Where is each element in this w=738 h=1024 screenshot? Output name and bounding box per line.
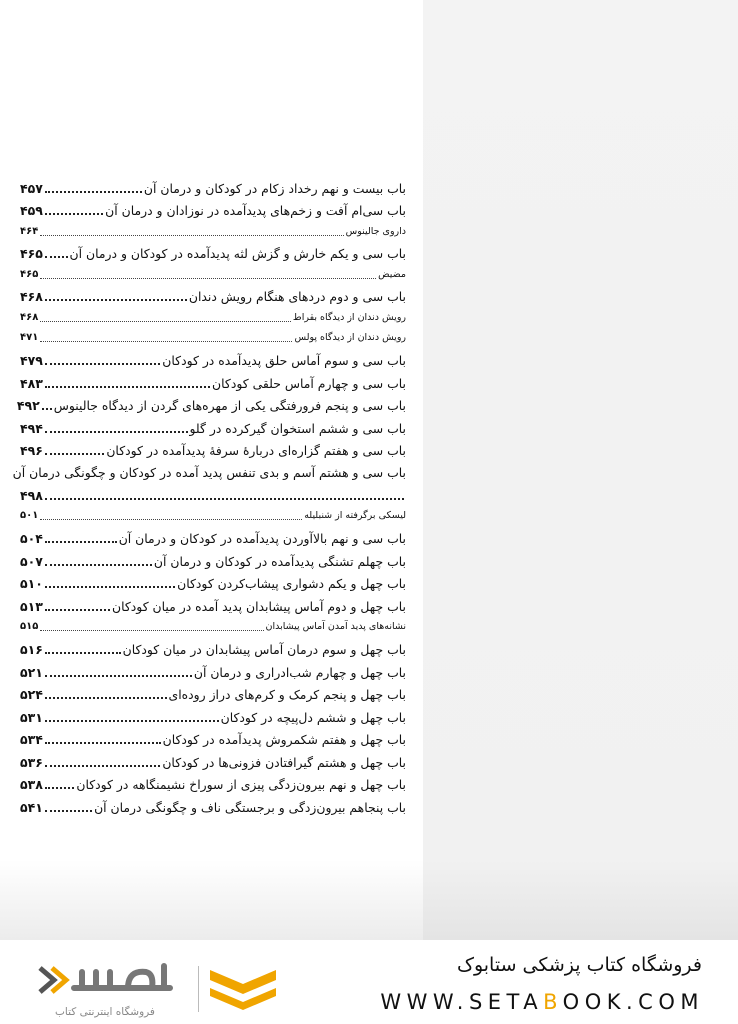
toc-entry-title: داروی جالینوس [345, 225, 406, 237]
toc-entry-title: باب چهل و یکم دشواری پیشاب‌کردن کودکان [177, 576, 406, 592]
toc-page-number: ۵۱۶ [20, 641, 43, 657]
leader-dots [45, 675, 192, 677]
toc-entry[interactable] [20, 173, 406, 196]
toc-entry-title: باب سی و نهم بالاآوردن پدیدآمده در کودکان و درمان آن [118, 531, 406, 547]
leader-dots [45, 697, 167, 699]
leader-dots [45, 431, 188, 433]
toc-entry-title: باب چهلم تشنگی پدیدآمده در کودکان و درمان آن [153, 553, 406, 569]
toc-page-number: ۴۶۸ [20, 289, 43, 305]
toc-entry-title: نشانه‌های پدید آمدن آماس پیشابدان [265, 621, 406, 633]
toc-page-number: ۴۶۵ [20, 268, 39, 280]
toc-page-number: ۵۴۱ [20, 800, 43, 816]
toc-page-number: ۴۶۴ [20, 225, 39, 237]
toc-entry-title: باب سی و چهارم آماس حلقی کودکان [212, 375, 406, 391]
toc-page-number: ۵۳۸ [20, 777, 43, 793]
toc-entry-title: باب چهل و هفتم شکمروش پدیدآمده در کودکان [162, 732, 406, 748]
toc-entry-wrapped-title[interactable] [12, 458, 406, 481]
toc-page-number: ۵۲۴ [20, 687, 43, 703]
toc-entry[interactable] [20, 546, 406, 569]
store-url[interactable] [380, 990, 704, 1014]
logo-divider [198, 966, 199, 1012]
toc-entry[interactable] [20, 436, 406, 459]
toc-subentry[interactable] [20, 218, 406, 239]
toc-entry[interactable] [20, 702, 406, 725]
toc-entry-title: باب سی و پنجم فرورفتگی یکی از مهره‌های گردن از دیدگاه جالینوس [53, 398, 406, 414]
toc-entry[interactable] [20, 196, 406, 219]
leader-dots [45, 541, 117, 543]
store-name: فروشگاه کتاب پزشکی ستابوک [456, 954, 702, 976]
toc-entry-title: باب چهل و سوم درمان آماس پیشابدان در میان کودکان [122, 641, 406, 657]
toc-entry[interactable] [20, 368, 406, 391]
toc-entry-title: باب چهل و چهارم شب‌ادراری و درمان آن [193, 664, 406, 680]
leader-dots [45, 256, 68, 258]
toc-page-number: ۴۸۳ [20, 375, 43, 391]
scan-margin-strip [423, 0, 738, 940]
leader-dots [45, 363, 160, 365]
leader-dots [40, 519, 302, 520]
toc-subentry[interactable] [20, 614, 406, 635]
toc-page-number: ۴۹۸ [20, 487, 43, 503]
toc-entry-title: باب چهل و پنجم کرمک و کرم‌های دراز روده‌ای [168, 687, 406, 703]
toc-subentry[interactable] [20, 304, 406, 325]
toc-entry[interactable] [20, 345, 406, 368]
leader-dots [45, 498, 404, 500]
url-suffix: OOK.COM [562, 990, 704, 1014]
toc-entry-title: لیسکی برگرفته از شنبلیله [304, 510, 406, 522]
toc-entry[interactable] [20, 282, 406, 305]
leader-dots [45, 191, 142, 193]
logo-tagline: فروشگاه اینترنتی کتاب [55, 1006, 155, 1018]
toc-entry[interactable] [20, 591, 406, 614]
toc-page-number: ۴۹۴ [20, 420, 43, 436]
toc-subentry[interactable] [20, 325, 406, 346]
toc-entry-title: باب سی و دوم دردهای هنگام رویش دندان [188, 289, 406, 305]
toc-page-number: ۴۶۵ [20, 246, 43, 262]
toc-entry-title: باب چهل و ششم دل‌پیچه در کودکان [220, 709, 406, 725]
toc-entry-title: باب سی و یکم خارش و گزش لثه پدیدآمده در کودکان و درمان آن [69, 246, 406, 262]
toc-entry[interactable] [20, 239, 406, 262]
toc-subentry[interactable] [20, 503, 406, 524]
toc-page-number: ۵۲۱ [20, 664, 43, 680]
toc-entry-title: باب سی‌ام آفت و زخم‌های پدیدآمده در نوزادان و درمان آن [105, 203, 406, 219]
toc-entry-title: رویش دندان از دیدگاه پولس [294, 332, 406, 344]
leader-dots [40, 321, 291, 322]
toc-entry-title: باب بیست و نهم رخداد زکام در کودکان و درمان آن [143, 180, 406, 196]
leader-dots [45, 453, 104, 455]
toc-entry[interactable] [20, 523, 406, 546]
leader-dots [45, 564, 152, 566]
toc-entry-title: مضیض [378, 268, 406, 280]
leader-dots [45, 742, 161, 744]
setabook-wordmark-logo [30, 958, 180, 1008]
leader-dots [45, 787, 74, 789]
toc-entry-title: باب سی و هفتم گزاره‌ای دربارهٔ سرفهٔ پدیدآمده در کودکان [106, 443, 406, 459]
leader-dots [45, 720, 219, 722]
leader-dots [42, 408, 52, 410]
leader-dots [40, 341, 292, 342]
toc-page-number: ۴۹۶ [20, 443, 43, 459]
toc-page-number: ۵۱۵ [20, 621, 39, 633]
toc-page-number: ۴۹۲ [16, 398, 40, 414]
toc-page-number: ۴۵۷ [20, 180, 43, 196]
leader-dots [45, 810, 92, 812]
toc-entry[interactable] [20, 747, 406, 770]
toc-page-number: ۵۳۱ [20, 709, 43, 725]
toc-entry-title: باب سی و هشتم آسم و بدی تنفس پدید آمده در کودکان و چگونگی درمان آن [12, 465, 406, 481]
toc-page-number: ۵۱۰ [20, 576, 43, 592]
leader-dots [45, 652, 121, 654]
toc-page-number: ۴۵۹ [20, 203, 43, 219]
toc-entry-title: باب چهل و نهم بیرون‌زدگی پیزی از سوراخ نشیمنگاهه در کودکان [76, 777, 406, 793]
toc-entry-title: باب سی و سوم آماس حلق پدیدآمده در کودکان [162, 352, 406, 368]
setabook-logo-icon [204, 962, 282, 1014]
leader-dots [45, 765, 160, 767]
toc-entry[interactable] [20, 569, 406, 592]
toc-entry[interactable] [20, 770, 406, 793]
toc-page-number: ۴۷۱ [20, 332, 39, 344]
toc-entry[interactable] [16, 391, 406, 414]
toc-entry-title: باب چهل و دوم آماس پیشابدان پدید آمده در میان کودکان [112, 598, 406, 614]
leader-dots [45, 213, 103, 215]
toc-entry[interactable] [20, 725, 406, 748]
leader-dots [45, 299, 187, 301]
url-prefix: WWW.SETA [380, 990, 544, 1014]
toc-entry[interactable] [20, 413, 406, 436]
toc-page-number: ۴۷۹ [20, 352, 43, 368]
leader-dots [40, 630, 263, 631]
toc-page-number: ۴۶۸ [20, 311, 39, 323]
toc-entry[interactable] [20, 657, 406, 680]
toc-subentry[interactable] [20, 261, 406, 282]
toc-page-number: ۵۱۳ [20, 598, 43, 614]
toc-entry-title: باب چهل و هشتم گیرافتادن فزونی‌ها در کودکان [162, 754, 406, 770]
leader-dots [45, 586, 175, 588]
leader-dots [45, 386, 210, 388]
toc-entry-title: باب سی و ششم استخوان گیرکرده در گلو [189, 420, 406, 436]
toc-page-number: ۵۳۴ [20, 732, 43, 748]
toc-entry-title: باب پنجاهم بیرون‌زدگی و برجستگی ناف و چگونگی درمان آن [94, 800, 406, 816]
leader-dots [40, 278, 376, 279]
toc-page-number: ۵۰۴ [20, 531, 43, 547]
toc-entry[interactable] [20, 634, 406, 657]
toc-entry[interactable] [20, 792, 406, 815]
toc-entry[interactable] [20, 680, 406, 703]
toc-page-number: ۵۳۶ [20, 754, 43, 770]
toc-page-number: ۵۰۷ [20, 553, 43, 569]
leader-dots [40, 235, 343, 236]
toc-entry-title: رویش دندان از دیدگاه بقراط [292, 311, 406, 323]
leader-dots [45, 609, 110, 611]
toc-page-number: ۵۰۱ [20, 510, 39, 522]
url-accent: B [543, 990, 563, 1014]
table-of-contents [12, 173, 406, 816]
toc-entry-wrapped-page[interactable] [20, 480, 406, 503]
